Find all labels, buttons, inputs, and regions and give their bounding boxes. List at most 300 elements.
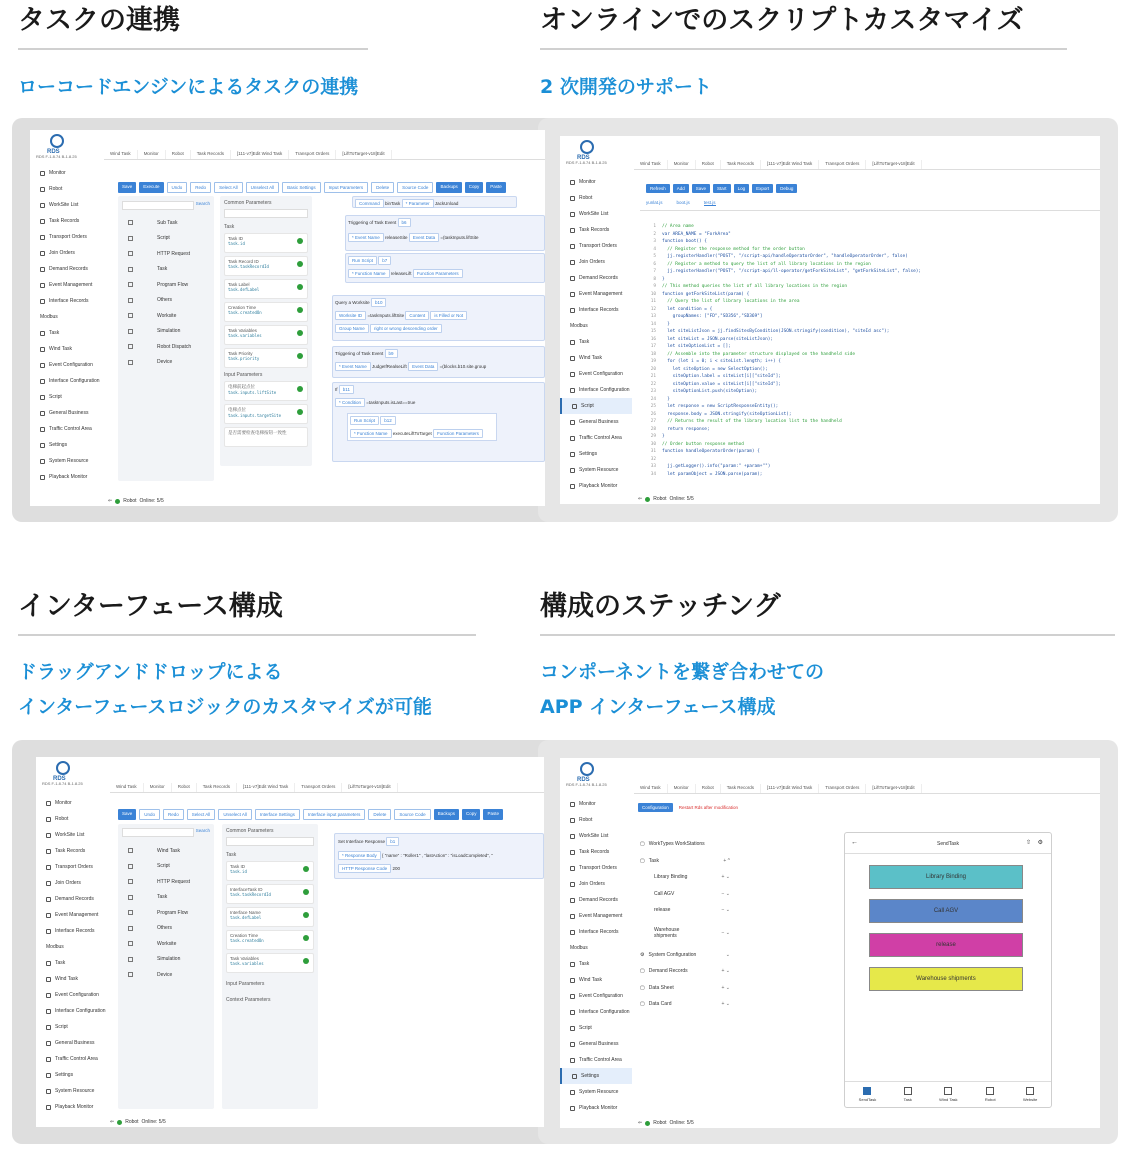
- call-agv-button[interactable]: Call AGV: [869, 899, 1023, 923]
- playback-icon: [570, 1106, 575, 1111]
- param-card[interactable]: Task ID task.id: [224, 233, 308, 253]
- sidebar-item-playback[interactable]: Playback Monitor: [560, 478, 632, 494]
- tree-item[interactable]: ▢ WorkTypes WorkStations: [640, 841, 705, 848]
- tab[interactable]: [111-v7]Edit Wind Task: [231, 150, 289, 159]
- status-dot: [645, 497, 650, 502]
- code-text: // Area name: [662, 224, 694, 229]
- tab[interactable]: [LiftToTarget-v18]Edit: [866, 784, 921, 793]
- tab[interactable]: Robot: [166, 150, 191, 159]
- sidebar-item-robot[interactable]: Robot: [560, 812, 632, 828]
- tab[interactable]: Monitor: [138, 150, 166, 159]
- tree-item[interactable]: ▢ Data Sheet + ⌄: [640, 984, 730, 991]
- tree-item[interactable]: ▢ Data Card + ⌄: [640, 1001, 730, 1008]
- save-button[interactable]: Save: [118, 809, 136, 820]
- param-card[interactable]: 是否需要检查电梯按钮一致性: [224, 427, 308, 447]
- sidebar-item-event-config[interactable]: Event Configuration: [36, 987, 108, 1003]
- sidebar-item-event[interactable]: Event Management: [30, 277, 102, 293]
- sidebar-item-event[interactable]: Event Management: [560, 908, 632, 924]
- line-number: 11: [650, 299, 656, 304]
- palette-item[interactable]: Script: [118, 231, 214, 247]
- sidebar-item-traffic[interactable]: Traffic Control Area: [36, 1051, 108, 1067]
- sidebar-item-playback[interactable]: Playback Monitor: [30, 469, 102, 485]
- add-icon[interactable]: [297, 353, 303, 359]
- logo-text: RDS: [47, 149, 60, 155]
- sidebar-item-script[interactable]: Script: [36, 1019, 108, 1035]
- tree-item[interactable]: Library Binding + ⌄: [654, 874, 730, 881]
- sidebar-item-system-resource[interactable]: System Resource: [560, 462, 632, 478]
- expand-icon[interactable]: + ⌄: [721, 984, 730, 991]
- tab[interactable]: Monitor: [668, 784, 696, 793]
- tree-item[interactable]: ⚙ System Configuration ⌄: [640, 951, 730, 958]
- export-button[interactable]: Export: [752, 184, 773, 193]
- add-icon[interactable]: [303, 935, 309, 941]
- sidebar-item-event[interactable]: Event Management: [36, 907, 108, 923]
- warehouse-shipments-button[interactable]: Warehouse shipments: [869, 967, 1023, 991]
- config-icon: [570, 994, 575, 999]
- add-icon[interactable]: [297, 386, 303, 392]
- line-number: 5: [653, 254, 656, 259]
- sidebar-item-general[interactable]: General Business: [560, 1036, 632, 1052]
- run-script-block[interactable]: Run Script b7 * Function Name releaseLift Function Parameters: [345, 253, 545, 283]
- code-line: [644, 358, 921, 366]
- sidebar-item-demand[interactable]: Demand Records: [560, 892, 632, 908]
- param-card[interactable]: Task Variables task.variables: [224, 325, 308, 345]
- expand-icon: [128, 267, 133, 272]
- tab[interactable]: Monitor: [668, 160, 696, 169]
- sidebar-item-transport[interactable]: Transport Orders: [560, 860, 632, 876]
- expand-icon: [128, 329, 133, 334]
- list-icon: [570, 834, 575, 839]
- expand-icon: [128, 864, 133, 869]
- tab[interactable]: Task Records: [721, 160, 761, 169]
- sidebar-item-monitor[interactable]: Monitor: [560, 796, 632, 812]
- library-binding-button[interactable]: Library Binding: [869, 865, 1023, 889]
- input-parameters-button[interactable]: Input Parameters: [324, 182, 369, 193]
- param-card[interactable]: 电梯前起点位 task.inputs.liftSite: [224, 381, 308, 401]
- folder-icon: ▢: [640, 1001, 645, 1008]
- tab[interactable]: [111-v7]Edit Wind Task: [761, 160, 819, 169]
- sidebar-item-join[interactable]: Join Orders: [560, 254, 632, 270]
- add-icon[interactable]: [297, 238, 303, 244]
- sidebar-item-demand[interactable]: Demand Records: [36, 891, 108, 907]
- sidebar-item-general[interactable]: General Business: [30, 405, 102, 421]
- tab[interactable]: Robot: [172, 783, 197, 792]
- search-button[interactable]: Search: [195, 201, 210, 206]
- redo-button[interactable]: Redo: [163, 809, 184, 820]
- collapse-icon[interactable]: − ⌄: [721, 890, 730, 897]
- line-number: 31: [650, 449, 656, 454]
- palette-item[interactable]: Worksite: [118, 308, 214, 324]
- sidebar-item-event-config[interactable]: Event Configuration: [560, 988, 632, 1004]
- task-event-block[interactable]: Triggering of Task Event b6 * Event Name releaseSite Event Data =(taskInputs.liftSite: [345, 215, 545, 251]
- sidebar-item-task-records[interactable]: Task Records: [560, 844, 632, 860]
- undo-button[interactable]: Undo: [139, 809, 160, 820]
- palette-item[interactable]: Device: [118, 355, 214, 371]
- sidebar-item-task-records[interactable]: Task Records: [36, 843, 108, 859]
- palette-item[interactable]: Sub Task: [118, 215, 214, 231]
- source-code-button[interactable]: Source Code: [394, 809, 430, 820]
- sidebar-item-traffic[interactable]: Traffic Control Area: [560, 1052, 632, 1068]
- param-card[interactable]: 电梯点位 task.inputs.targetSite: [224, 404, 308, 424]
- sidebar-item-interface-config[interactable]: Interface Configuration: [560, 1004, 632, 1020]
- execute-button[interactable]: Execute: [139, 182, 163, 193]
- section-subtitle-line2: APP インターフェース構成: [540, 696, 776, 718]
- param-card[interactable]: Interface Name task.defLabel: [226, 907, 314, 927]
- sidebar-item-settings[interactable]: Settings: [560, 1068, 632, 1084]
- add-icon[interactable]: [297, 307, 303, 313]
- tab[interactable]: Transport Orders: [819, 160, 866, 169]
- palette-item[interactable]: Task: [118, 890, 214, 906]
- common-params-input[interactable]: [226, 837, 314, 846]
- sidebar-item-playback[interactable]: Playback Monitor: [560, 1100, 632, 1116]
- gear-icon[interactable]: ⚙: [1037, 840, 1043, 846]
- common-params-input[interactable]: [224, 209, 308, 218]
- search-input[interactable]: [122, 201, 194, 210]
- file-tab[interactable]: test.js: [703, 200, 716, 205]
- sidebar-item-system-resource[interactable]: System Resource: [30, 453, 102, 469]
- upload-icon[interactable]: ⇧: [1025, 840, 1031, 846]
- code-text: // Register a method to query the list of all library locations in the region: [662, 261, 871, 267]
- code-line: [644, 373, 921, 381]
- sidebar-item-wind-task[interactable]: Wind Task: [560, 972, 632, 988]
- nav-wind-task[interactable]: Wind Task: [939, 1087, 957, 1102]
- sidebar-item-interface-records[interactable]: Interface Records: [560, 302, 632, 318]
- sidebar-item-worksite[interactable]: WorkSite List: [560, 206, 632, 222]
- block-palette: [118, 824, 214, 1109]
- file-tab[interactable]: boot.js: [676, 200, 690, 205]
- sidebar: [560, 796, 632, 1128]
- cube-icon: [1026, 1087, 1034, 1095]
- nav-website[interactable]: Website: [1023, 1087, 1037, 1102]
- code-line: [644, 366, 921, 374]
- sidebar-item-script[interactable]: Script: [30, 389, 102, 405]
- copy-button[interactable]: Copy: [462, 809, 481, 820]
- tab[interactable]: Transport Orders: [289, 150, 336, 159]
- nav-sendtask[interactable]: SendTask: [859, 1087, 877, 1102]
- traffic-icon: [570, 1058, 575, 1063]
- if-block[interactable]: If b11 * Condition =taskInputs.isLast==true Run Script b12 * Function Name executeLiftToTarget Function Parameters: [332, 382, 545, 462]
- palette-item[interactable]: Others: [118, 293, 214, 309]
- tree-item[interactable]: ▢ Task + ^: [640, 857, 730, 864]
- code-text: }: [662, 276, 665, 282]
- nav-robot[interactable]: Robot: [985, 1087, 996, 1102]
- sidebar-item-join[interactable]: Join Orders: [30, 245, 102, 261]
- tab[interactable]: [111-v7]Edit Wind Task: [761, 784, 819, 793]
- palette-item[interactable]: HTTP Request: [118, 246, 214, 262]
- add-icon[interactable]: [297, 330, 303, 336]
- debug-button[interactable]: Debug: [776, 184, 797, 193]
- configuration-button[interactable]: Configuration: [638, 803, 673, 812]
- palette-item[interactable]: Program Flow: [118, 277, 214, 293]
- section-subtitle-task-linking: ローコードエンジンによるタスクの連携: [18, 76, 359, 98]
- sidebar-item-event[interactable]: Event Management: [560, 286, 632, 302]
- tab[interactable]: Transport Orders: [295, 783, 342, 792]
- sidebar-item-join[interactable]: Join Orders: [36, 875, 108, 891]
- tree-item[interactable]: release − ⌄: [654, 907, 730, 914]
- add-icon[interactable]: [297, 409, 303, 415]
- backups-button[interactable]: Backups: [436, 182, 461, 193]
- status-dot: [645, 1121, 650, 1126]
- tab[interactable]: Robot: [696, 784, 721, 793]
- expand-icon[interactable]: + ⌄: [721, 968, 730, 975]
- unselect-all-button[interactable]: Unselect All: [218, 809, 252, 820]
- code-line: [644, 448, 921, 456]
- palette-item[interactable]: Task: [118, 262, 214, 278]
- sidebar-item-traffic[interactable]: Traffic Control Area: [30, 421, 102, 437]
- chevron-down-icon[interactable]: ⌄: [725, 951, 730, 958]
- sidebar-item-modbus[interactable]: Modbus: [570, 323, 588, 329]
- sidebar-item-system-resource[interactable]: System Resource: [36, 1083, 108, 1099]
- sidebar-item-script[interactable]: Script: [560, 1020, 632, 1036]
- app-window-task-editor: [30, 130, 545, 506]
- save-button[interactable]: Save: [118, 182, 136, 193]
- palette-item[interactable]: Program Flow: [118, 905, 214, 921]
- back-arrow-icon[interactable]: ←: [851, 839, 858, 846]
- sidebar-item-playback[interactable]: Playback Monitor: [36, 1099, 108, 1115]
- version-label: RDS F-1.8.74 B-1.8.25: [566, 160, 607, 165]
- gear-icon: ⚙: [640, 951, 645, 958]
- paste-button[interactable]: Paste: [483, 809, 503, 820]
- code-text: siteOptionList.push(siteOption);: [662, 389, 758, 394]
- expand-icon: [128, 298, 133, 303]
- sidebar-item-robot[interactable]: Robot: [36, 811, 108, 827]
- expand-icon[interactable]: + ^: [723, 857, 730, 864]
- collapse-icon[interactable]: − ⌄: [721, 929, 730, 936]
- select-all-button[interactable]: Select All: [187, 809, 216, 820]
- sidebar-item-settings[interactable]: Settings: [30, 437, 102, 453]
- param-card[interactable]: InterfaceTask ID task.taskRecordId: [226, 884, 314, 904]
- sidebar-item-monitor[interactable]: Monitor: [30, 165, 102, 181]
- list-icon: [40, 203, 45, 208]
- delete-button[interactable]: Delete: [368, 809, 391, 820]
- tab-bar: [110, 783, 544, 793]
- tab[interactable]: Task Records: [197, 783, 237, 792]
- tree-item[interactable]: Call AGV − ⌄: [654, 890, 730, 897]
- palette-item[interactable]: Simulation: [118, 952, 214, 968]
- select-all-button[interactable]: Select All: [214, 182, 243, 193]
- unselect-all-button[interactable]: Unselect All: [246, 182, 280, 193]
- release-button[interactable]: release: [869, 933, 1023, 957]
- tab[interactable]: [LiftToTarget-v18]Edit: [342, 783, 397, 792]
- sidebar-item-settings[interactable]: Settings: [36, 1067, 108, 1083]
- sidebar-item-task-records[interactable]: Task Records: [30, 213, 102, 229]
- section-subtitle-line2: インターフェースロジックのカスタマイズが可能: [18, 696, 432, 718]
- code-area: [644, 223, 921, 478]
- line-number: 10: [650, 291, 656, 297]
- palette-item[interactable]: Device: [118, 967, 214, 983]
- code-text: let siteOption = new SelectOption();: [662, 366, 768, 372]
- tab[interactable]: Wind Task: [634, 160, 668, 169]
- palette-item[interactable]: Wind Task: [118, 843, 214, 859]
- folder-icon: ▢: [640, 857, 645, 864]
- sidebar-item-robot[interactable]: Robot: [560, 190, 632, 206]
- sidebar-item-interface-config[interactable]: Interface Configuration: [560, 382, 632, 398]
- query-worksite-block[interactable]: Query a Worksite b10 Worksite ID =taskInputs.liftSite Content is Filled or Not Group Name right or wrong descending order: [332, 295, 545, 341]
- collapse-icon[interactable]: ⇐: [638, 1120, 643, 1126]
- sidebar-item-general[interactable]: General Business: [36, 1035, 108, 1051]
- add-icon[interactable]: [297, 284, 303, 290]
- sidebar-item-interface-config[interactable]: Interface Configuration: [36, 1003, 108, 1019]
- param-card[interactable]: Creation Time task.createdOn: [226, 930, 314, 950]
- tab[interactable]: [LiftToTarget-v18]Edit: [336, 150, 391, 159]
- collapse-icon[interactable]: ⇐: [110, 1119, 115, 1125]
- code-line: [644, 328, 921, 336]
- sidebar-item-system-resource[interactable]: System Resource: [560, 1084, 632, 1100]
- tab[interactable]: Wind Task: [104, 150, 138, 159]
- command-block[interactable]: Command binTask * Parameter JackUnload: [352, 196, 517, 208]
- refresh-button[interactable]: Refresh: [646, 184, 670, 193]
- sidebar-item-settings[interactable]: Settings: [560, 446, 632, 462]
- sidebar-item-modbus[interactable]: Modbus: [40, 314, 58, 320]
- add-icon[interactable]: [303, 866, 309, 872]
- tab[interactable]: [LiftToTarget-v18]Edit: [866, 160, 921, 169]
- add-icon[interactable]: [297, 261, 303, 267]
- sidebar-item-interface-config[interactable]: Interface Configuration: [30, 373, 102, 389]
- expand-icon[interactable]: + ⌄: [721, 874, 730, 881]
- sidebar-item-event-config[interactable]: Event Configuration: [30, 357, 102, 373]
- sidebar-item-modbus[interactable]: Modbus: [570, 945, 588, 951]
- set-interface-response-block[interactable]: Set Interface Response b1 * Response Body { "name" : "Roller1" , "lastAction" : "isLoadCompleted", " HTTP Response Code 200: [334, 833, 544, 879]
- sidebar-item-task[interactable]: Task: [560, 956, 632, 972]
- backups-button[interactable]: Backups: [434, 809, 459, 820]
- tab[interactable]: Task Records: [721, 784, 761, 793]
- interface-input-params-button[interactable]: Interface input parameters: [303, 809, 366, 820]
- tab[interactable]: Wind Task: [110, 783, 144, 792]
- demand-icon: [570, 276, 575, 281]
- event-icon: [570, 292, 575, 297]
- sidebar-item-monitor[interactable]: Monitor: [36, 795, 108, 811]
- undo-button[interactable]: Undo: [167, 182, 188, 193]
- folder-icon: ▢: [640, 841, 645, 848]
- search-input[interactable]: [122, 828, 194, 837]
- interface-settings-button[interactable]: Interface Settings: [255, 809, 300, 820]
- sidebar-item-transport[interactable]: Transport Orders: [30, 229, 102, 245]
- tab[interactable]: Transport Orders: [819, 784, 866, 793]
- sidebar-item-worksite[interactable]: WorkSite List: [560, 828, 632, 844]
- traffic-icon: [40, 427, 45, 432]
- tab[interactable]: Task Records: [191, 150, 231, 159]
- palette-item[interactable]: Others: [118, 921, 214, 937]
- save-button[interactable]: Save: [692, 184, 710, 193]
- sidebar-item-interface-records[interactable]: Interface Records: [30, 293, 102, 309]
- traffic-icon: [46, 1057, 51, 1062]
- sidebar-item-modbus[interactable]: Modbus: [46, 944, 64, 950]
- monitor-icon: [570, 180, 575, 185]
- gear-icon: [570, 452, 575, 457]
- sidebar-item-demand[interactable]: Demand Records: [560, 270, 632, 286]
- param-card[interactable]: Task Label task.defLabel: [224, 279, 308, 299]
- code-editor[interactable]: [640, 210, 1100, 480]
- sidebar-item-robot[interactable]: Robot: [30, 181, 102, 197]
- input-params-heading: Input Parameters: [224, 372, 263, 378]
- tree-item[interactable]: ▢ Demand Records + ⌄: [640, 968, 730, 975]
- param-card[interactable]: Task Priority task.priority: [224, 348, 308, 368]
- sidebar-item-transport[interactable]: Transport Orders: [36, 859, 108, 875]
- delete-button[interactable]: Delete: [371, 182, 394, 193]
- line-number: 18: [650, 351, 656, 357]
- sidebar-item-task-records[interactable]: Task Records: [560, 222, 632, 238]
- palette-item[interactable]: Robot Dispatch: [118, 339, 214, 355]
- param-card[interactable]: Task Record ID task.taskRecordId: [224, 256, 308, 276]
- resource-icon: [570, 1090, 575, 1095]
- collapse-icon[interactable]: ⇐: [638, 496, 643, 502]
- tab[interactable]: Robot: [696, 160, 721, 169]
- sidebar-item-task[interactable]: Task: [30, 325, 102, 341]
- line-number: 32: [650, 456, 656, 462]
- sidebar-item-wind-task[interactable]: Wind Task: [560, 350, 632, 366]
- code-text: jj.registerHandler("POST", "/script-api/handleOperatorOrder", "handleOperatorOrder", false): [662, 254, 908, 259]
- sidebar-item-worksite[interactable]: WorkSite List: [30, 197, 102, 213]
- collapse-icon[interactable]: − ⌄: [721, 907, 730, 914]
- log-button[interactable]: Log: [734, 184, 750, 193]
- sidebar-item-join[interactable]: Join Orders: [560, 876, 632, 892]
- interface-icon: [570, 930, 575, 935]
- sidebar-item-general[interactable]: General Business: [560, 414, 632, 430]
- nav-task[interactable]: Task: [904, 1087, 912, 1102]
- sidebar-item-worksite[interactable]: WorkSite List: [36, 827, 108, 843]
- sidebar-item-wind-task[interactable]: Wind Task: [30, 341, 102, 357]
- sidebar-item-interface-records[interactable]: Interface Records: [36, 923, 108, 939]
- palette-item[interactable]: Worksite: [118, 936, 214, 952]
- transport-icon: [570, 866, 575, 871]
- file-tab[interactable]: yunlat.js: [646, 200, 663, 205]
- sidebar-item-demand[interactable]: Demand Records: [30, 261, 102, 277]
- basic-settings-button[interactable]: Basic Settings: [282, 182, 321, 193]
- tab[interactable]: [111-v7]Edit Wind Task: [237, 783, 295, 792]
- param-card[interactable]: Task Variables task.variables: [226, 953, 314, 973]
- sidebar-item-monitor[interactable]: Monitor: [560, 174, 632, 190]
- list-icon: [46, 833, 51, 838]
- palette-item[interactable]: Script: [118, 859, 214, 875]
- add-icon[interactable]: [303, 912, 309, 918]
- source-code-button[interactable]: Source Code: [397, 182, 433, 193]
- search-button[interactable]: Search: [195, 828, 210, 833]
- param-card[interactable]: Task ID task.id: [226, 861, 314, 881]
- add-button[interactable]: Add: [673, 184, 689, 193]
- sidebar-item-task[interactable]: Task: [560, 334, 632, 350]
- copy-button[interactable]: Copy: [465, 182, 484, 193]
- start-button[interactable]: Start: [713, 184, 731, 193]
- collapse-icon[interactable]: ⇐: [108, 498, 113, 504]
- palette-item[interactable]: HTTP Request: [118, 874, 214, 890]
- param-card[interactable]: Creation Time task.createdOn: [224, 302, 308, 322]
- divider: [540, 634, 1115, 636]
- expand-icon[interactable]: + ⌄: [721, 1001, 730, 1008]
- folder-icon: ▢: [640, 984, 645, 991]
- add-icon[interactable]: [303, 889, 309, 895]
- config-icon: [46, 993, 51, 998]
- tab[interactable]: Monitor: [144, 783, 172, 792]
- paste-button[interactable]: Paste: [486, 182, 506, 193]
- expand-icon: [128, 941, 133, 946]
- sidebar-item-script[interactable]: Script: [560, 398, 632, 414]
- task-event-block[interactable]: Triggering of Task Event b9 * Event Name JudgeIfRealseLift Event Data =(blocks.b10.site.group: [332, 346, 545, 378]
- sidebar-item-traffic[interactable]: Traffic Control Area: [560, 430, 632, 446]
- tab[interactable]: Wind Task: [634, 784, 668, 793]
- tree-item[interactable]: Warehouse shipments − ⌄: [654, 926, 730, 939]
- preview-title: SendTask: [937, 841, 959, 847]
- sidebar-item-event-config[interactable]: Event Configuration: [560, 366, 632, 382]
- sidebar-item-wind-task[interactable]: Wind Task: [36, 971, 108, 987]
- sidebar-item-transport[interactable]: Transport Orders: [560, 238, 632, 254]
- add-icon[interactable]: [303, 958, 309, 964]
- sidebar-item-task[interactable]: Task: [36, 955, 108, 971]
- palette-item[interactable]: Simulation: [118, 324, 214, 340]
- redo-button[interactable]: Redo: [190, 182, 211, 193]
- document-icon: [904, 1087, 912, 1095]
- expand-icon: [128, 220, 133, 225]
- sidebar-item-interface-records[interactable]: Interface Records: [560, 924, 632, 940]
